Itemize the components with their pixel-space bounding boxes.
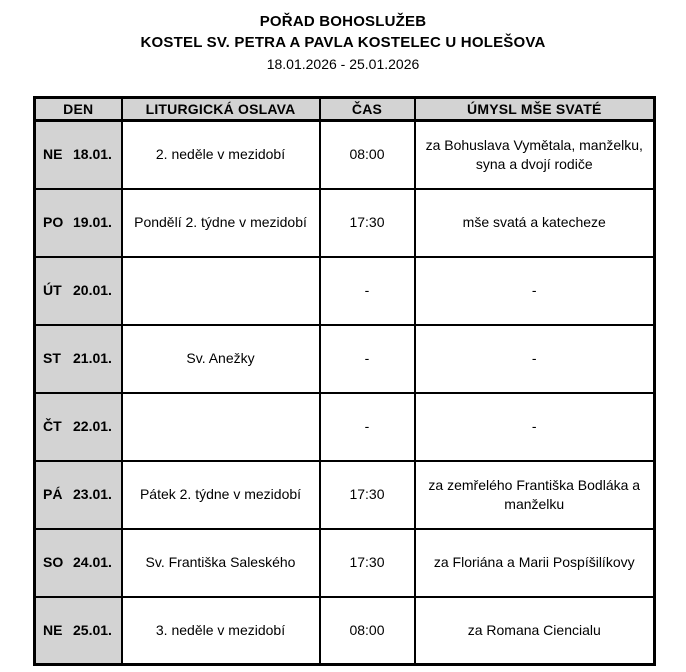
table-row (35, 529, 655, 597)
celebration-cell: 3. neděle v mezidobí (122, 597, 320, 665)
time-cell: 08:00 (320, 597, 415, 665)
day-date: 23.01. (73, 486, 112, 502)
day-abbr: SO (43, 554, 64, 570)
celebration-cell: 2. neděle v mezidobí (122, 121, 320, 189)
celebration-cell: Sv. Františka Saleského (122, 529, 320, 597)
table-row (35, 189, 655, 257)
celebration-cell (122, 393, 320, 461)
day-cell (35, 121, 122, 189)
day-abbr: PÁ (43, 486, 63, 502)
celebration-cell: Sv. Anežky (122, 325, 320, 393)
time-cell: 17:30 (320, 529, 415, 597)
day-date: 20.01. (73, 282, 112, 298)
header-row (35, 98, 655, 121)
day-cell (35, 461, 122, 529)
day-cell (35, 393, 122, 461)
table-row (35, 325, 655, 393)
table-row (35, 597, 655, 665)
day-abbr: ST (43, 350, 61, 366)
column-header-liturgicka-oslava: LITURGICKÁ OSLAVA (122, 98, 320, 121)
time-cell: - (320, 257, 415, 325)
day-cell (35, 325, 122, 393)
time-cell: 17:30 (320, 189, 415, 257)
time-cell: - (320, 393, 415, 461)
intention-cell: za Floriána a Marii Pospíšilíkovy (415, 529, 655, 597)
intention-cell: za zemřelého Františka Bodláka a manželku (415, 461, 655, 529)
column-header-den: DEN (35, 98, 122, 121)
column-header-umysl: ÚMYSL MŠE SVATÉ (415, 98, 655, 121)
intention-cell: - (415, 325, 655, 393)
intention-cell: - (415, 257, 655, 325)
day-cell (35, 257, 122, 325)
celebration-cell (122, 257, 320, 325)
intention-cell: mše svatá a katecheze (415, 189, 655, 257)
intention-cell: - (415, 393, 655, 461)
church-name: KOSTEL SV. PETRA A PAVLA KOSTELEC U HOLEŠOVA (140, 34, 546, 51)
intention-cell: za Romana Ciencialu (415, 597, 655, 665)
time-cell: 17:30 (320, 461, 415, 529)
day-abbr: NE (43, 621, 63, 638)
date-range: 18.01.2026 - 25.01.2026 (266, 56, 420, 72)
day-abbr: ČT (43, 418, 62, 434)
title-block (0, 0, 686, 74)
celebration-cell: Pondělí 2. týdne v mezidobí (122, 189, 320, 257)
day-cell (35, 529, 122, 597)
table-row (35, 393, 655, 461)
time-cell: 08:00 (320, 121, 415, 189)
day-abbr: PO (43, 214, 64, 230)
day-date: 24.01. (73, 554, 112, 570)
day-abbr: NE (43, 146, 63, 163)
time-cell: - (320, 325, 415, 393)
day-cell (35, 597, 122, 665)
day-date: 22.01. (73, 418, 112, 434)
day-cell (35, 189, 122, 257)
day-abbr: ÚT (43, 282, 62, 298)
day-date: 19.01. (73, 214, 112, 230)
table-row (35, 121, 655, 189)
day-date: 21.01. (73, 350, 112, 366)
intention-cell: za Bohuslava Vymětala, manželku, syna a dvojí rodiče (415, 121, 655, 189)
day-date: 18.01. (73, 146, 112, 163)
table-row (35, 257, 655, 325)
schedule-table (33, 96, 656, 666)
page-title: POŘAD BOHOSLUŽEB (259, 13, 427, 30)
table-row (35, 461, 655, 529)
column-header-cas: ČAS (320, 98, 415, 121)
celebration-cell: Pátek 2. týdne v mezidobí (122, 461, 320, 529)
day-date: 25.01. (73, 621, 112, 638)
